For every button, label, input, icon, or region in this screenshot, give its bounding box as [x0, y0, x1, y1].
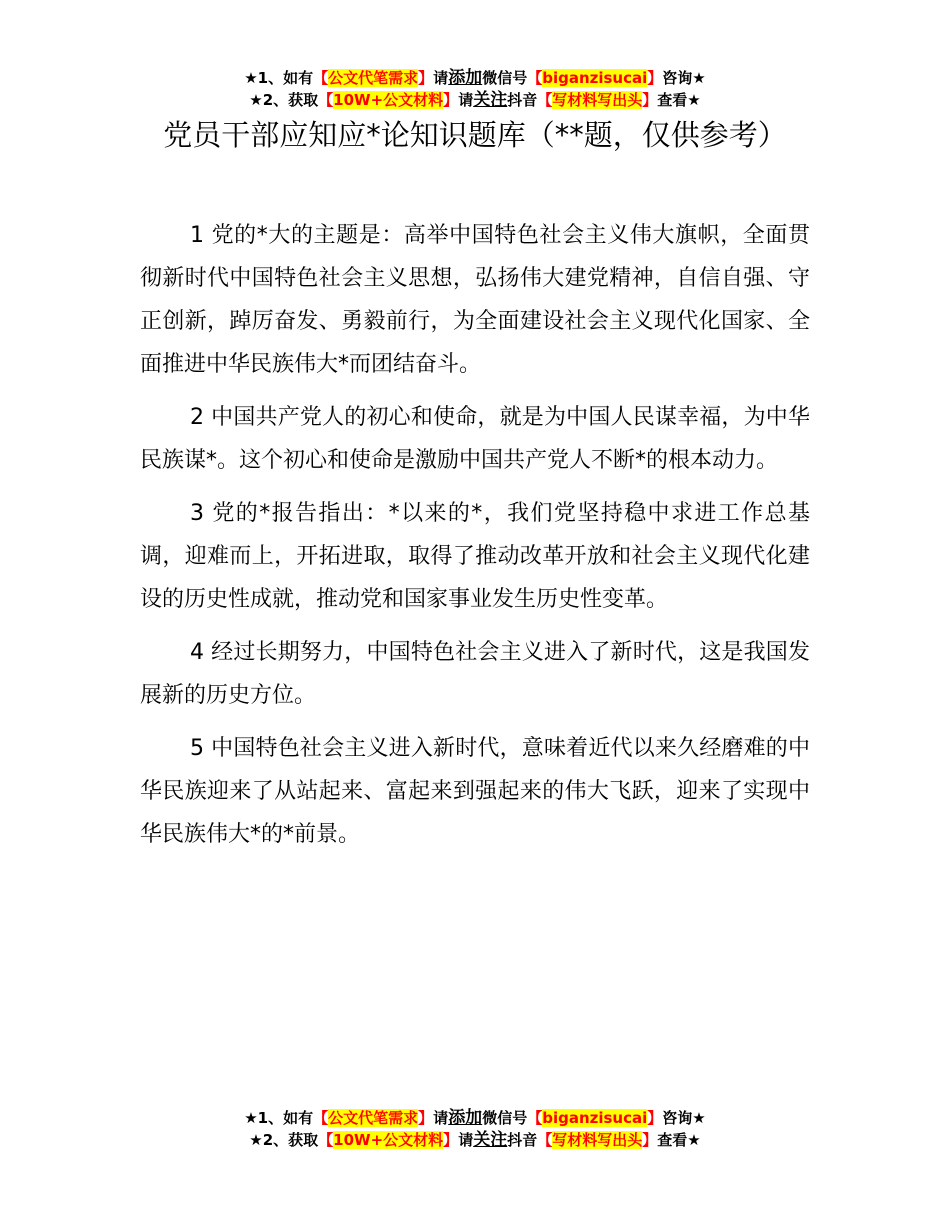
promo-line-2-prefix: ★2、获取 [249, 1131, 319, 1149]
promo-line-1-bracket-open-2: 【 [527, 69, 543, 87]
promo-line-1-highlight-1: 公文代笔需求 [328, 1109, 419, 1127]
promo-line-1 [0, 67, 950, 89]
document-body [140, 214, 810, 866]
promo-line-1-mid-2: 微信号 [482, 69, 528, 87]
promo-line-2-bracket-open-1: 【 [318, 91, 334, 109]
document-title: 党员干部应知应*论知识题库（**题，仅供参考） [163, 118, 787, 152]
promo-line-1-highlight-1: 公文代笔需求 [328, 69, 419, 87]
promo-line-2-highlight-1: 10W+公文材料 [333, 91, 444, 109]
promo-line-1-highlight-2: biganzisucai [542, 69, 648, 87]
promo-line-2-highlight-1: 10W+公文材料 [333, 1131, 444, 1149]
promo-line-2-suffix: 查看★ [657, 1131, 701, 1149]
promo-line-2-highlight-2: 写材料写出头 [552, 91, 643, 109]
promo-line-2-bracket-close-1: 】 [443, 1131, 459, 1149]
promo-line-2-highlight-2: 写材料写出头 [552, 1131, 643, 1149]
promo-line-1-prefix: ★1、如有 [244, 69, 314, 87]
promo-line-2-bracket-open-1: 【 [318, 1131, 334, 1149]
promo-line-2-bracket-open-2: 【 [537, 1131, 553, 1149]
promo-line-1-suffix: 咨询★ [662, 69, 706, 87]
promo-line-1-mid-2: 微信号 [482, 1109, 528, 1127]
promo-line-2-underlined: 关注 [473, 90, 508, 110]
question-paragraph: 4 经过长期努力，中国特色社会主义进入了新时代，这是我国发展新的历史方位。 [140, 640, 810, 708]
promo-line-2-bracket-open-2: 【 [537, 91, 553, 109]
promo-line-1-underlined: 添加 [448, 1108, 483, 1128]
question-paragraph: 3 党的*报告指出：*以来的*，我们党坚持稳中求进工作总基调，迎难而上，开拓进取，取得了推动改革开放和社会主义现代化建设的历史性成就，推动党和国家事业发生历史性变革。 [140, 501, 810, 612]
top-promo-banner [0, 67, 950, 111]
promo-line-2-suffix: 查看★ [657, 91, 701, 109]
bottom-promo-banner [0, 1107, 950, 1151]
question-paragraph: 2 中国共产党人的初心和使命，就是为中国人民谋幸福，为中华民族谋*。这个初心和使命是激励中国共产党人不断*的根本动力。 [140, 405, 810, 473]
promo-line-1-mid-1: 请 [433, 69, 449, 87]
promo-line-1-underlined: 添加 [448, 68, 483, 88]
promo-line-1-bracket-close-2: 】 [647, 69, 663, 87]
promo-line-2 [0, 89, 950, 111]
promo-line-2-mid-2: 抖音 [507, 91, 538, 109]
promo-line-2-prefix: ★2、获取 [249, 91, 319, 109]
promo-line-1-bracket-open-1: 【 [313, 69, 329, 87]
promo-line-1-mid-1: 请 [433, 1109, 449, 1127]
promo-line-2-bracket-close-2: 】 [642, 1131, 658, 1149]
question-paragraph: 5 中国特色社会主义进入新时代，意味着近代以来久经磨难的中华民族迎来了从站起来、富起来到强起来的伟大飞跃，迎来了实现中华民族伟大*的*前景。 [140, 736, 810, 847]
promo-line-1-bracket-close-1: 】 [418, 69, 434, 87]
promo-line-2-mid-1: 请 [458, 91, 474, 109]
promo-line-2-mid-2: 抖音 [507, 1131, 538, 1149]
promo-line-1-bracket-close-1: 】 [418, 1109, 434, 1127]
promo-line-1-suffix: 咨询★ [662, 1109, 706, 1127]
promo-line-2-underlined: 关注 [473, 1130, 508, 1150]
promo-line-1-bracket-open-1: 【 [313, 1109, 329, 1127]
promo-line-2-mid-1: 请 [458, 1131, 474, 1149]
promo-line-1-bracket-close-2: 】 [647, 1109, 663, 1127]
question-paragraph: 1 党的*大的主题是：高举中国特色社会主义伟大旗帜，全面贯彻新时代中国特色社会主义思想，弘扬伟大建党精神，自信自强、守正创新，踔厉奋发、勇毅前行，为全面建设社会主义现代化国家、全面推进中华民族伟大*而团结奋斗。 [140, 223, 810, 377]
promo-line-2-bracket-close-2: 】 [642, 91, 658, 109]
promo-line-2-bracket-close-1: 】 [443, 91, 459, 109]
promo-line-1-prefix: ★1、如有 [244, 1109, 314, 1127]
promo-line-1-highlight-2: biganzisucai [542, 1109, 648, 1127]
promo-line-1-bracket-open-2: 【 [527, 1109, 543, 1127]
promo-line-1 [0, 1107, 950, 1129]
promo-line-2 [0, 1129, 950, 1151]
